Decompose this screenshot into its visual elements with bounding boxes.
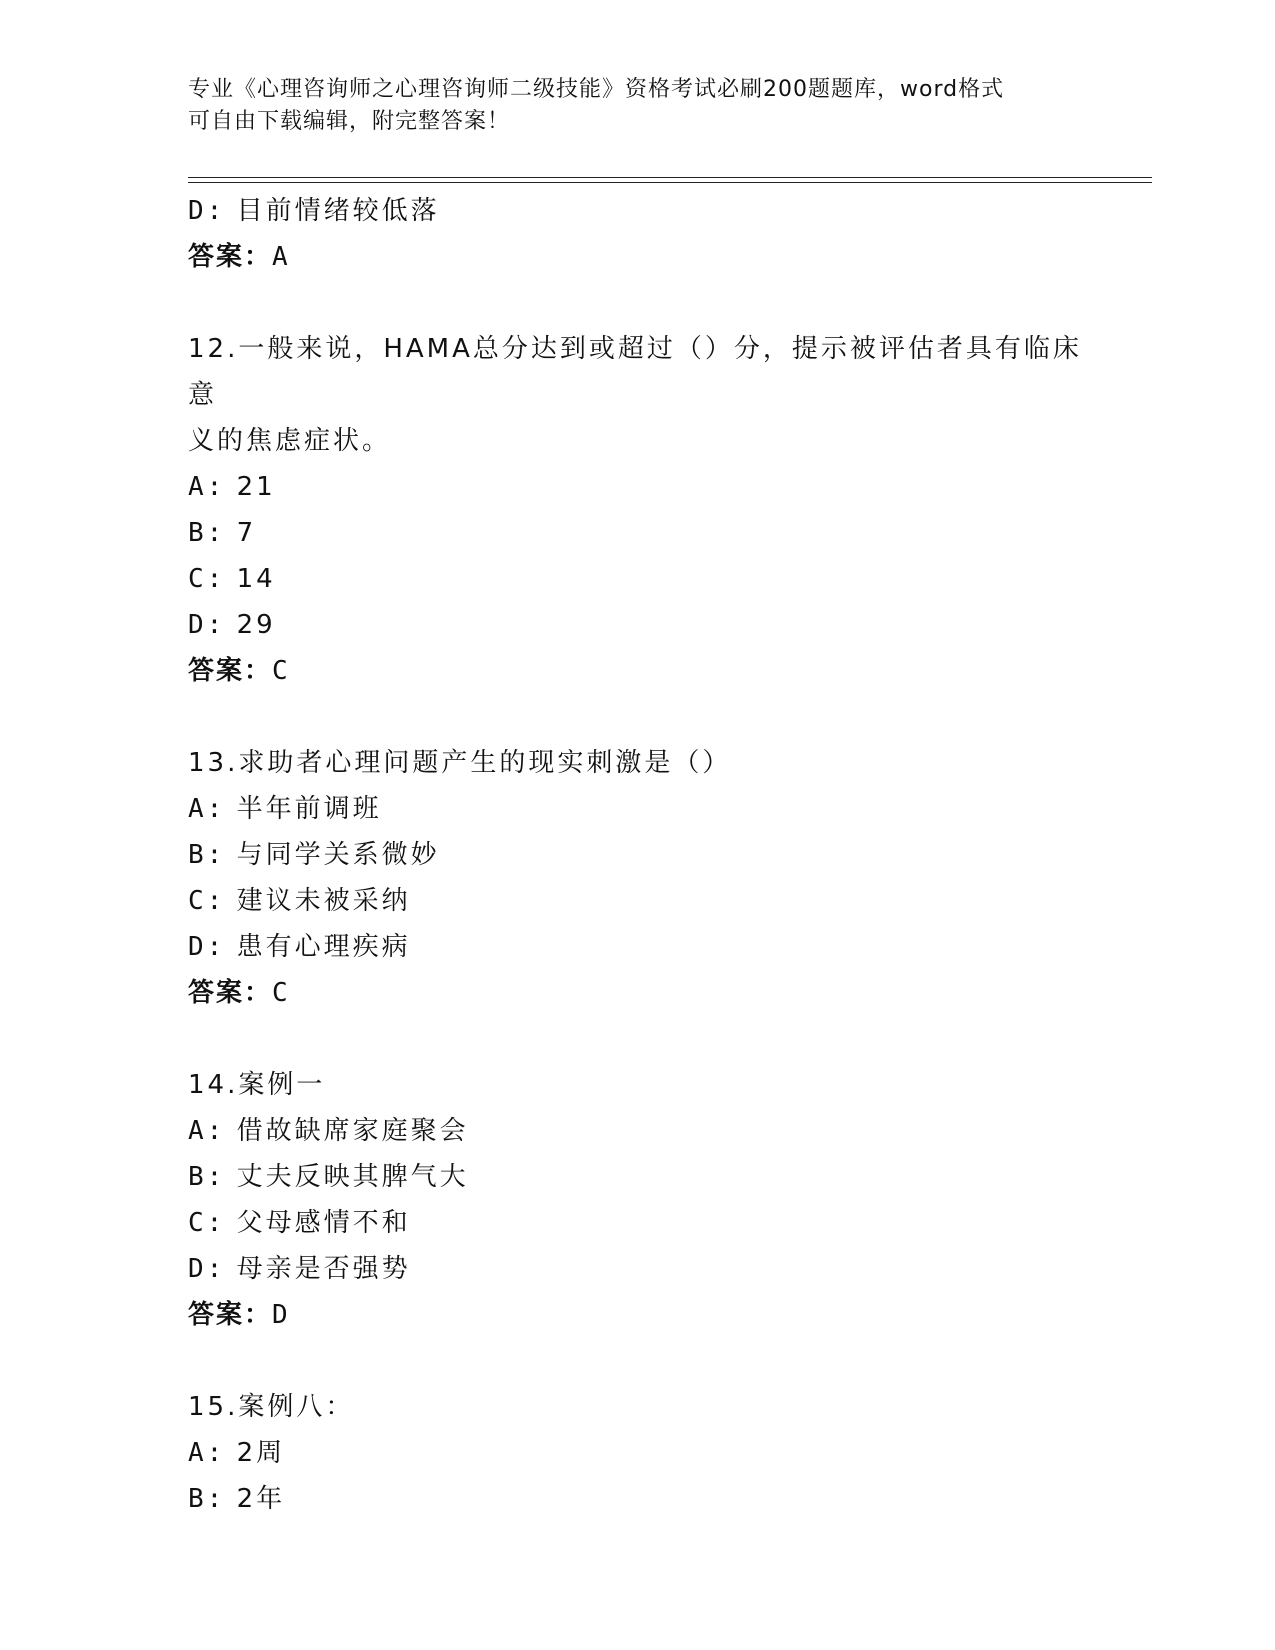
option-text: 患有心理疾病 (236, 932, 411, 962)
option-key: C: (188, 886, 226, 916)
answer-value: A (272, 242, 290, 272)
option-key: D: (188, 932, 226, 962)
option-key: A: (188, 472, 226, 502)
option-d (188, 924, 1088, 970)
option-key: D: (188, 610, 226, 640)
option-key: A: (188, 1116, 226, 1146)
option-b (188, 832, 1088, 878)
option-c (188, 556, 1088, 602)
option-c (188, 1200, 1088, 1246)
header-divider-bottom (188, 182, 1152, 183)
option-text: 建议未被采纳 (236, 886, 411, 916)
header-line-1: 专业《心理咨询师之心理咨询师二级技能》资格考试必刷200题题库，word格式 (188, 77, 1005, 102)
answer-value: C (272, 656, 290, 686)
option-text: 借故缺席家庭聚会 (236, 1116, 469, 1146)
option-text: 14 (236, 564, 276, 594)
answer-value: C (272, 978, 290, 1008)
question-title-line: 义的焦虑症状。 (188, 426, 392, 456)
question-title (188, 326, 1088, 464)
document-header (188, 74, 1068, 138)
option-key: D: (188, 196, 226, 226)
question-title: 15.案例八： (188, 1392, 355, 1422)
answer-line (188, 1292, 1088, 1338)
option-text: 21 (236, 472, 276, 502)
question-title: 14.案例一 (188, 1070, 326, 1100)
option-text: 半年前调班 (236, 794, 382, 824)
option-text: 父母感情不和 (236, 1208, 411, 1238)
header-divider-top (188, 177, 1152, 178)
option-key: B: (188, 1484, 226, 1514)
answer-line (188, 970, 1088, 1016)
option-d (188, 602, 1088, 648)
option-text: 2年 (236, 1484, 286, 1514)
option-key: C: (188, 564, 226, 594)
option-a (188, 464, 1088, 510)
question-14 (188, 1062, 1088, 1338)
question-title-line: 12.一般来说，HAMA总分达到或超过（）分，提示被评估者具有临床意 (188, 334, 1082, 410)
option-a (188, 1108, 1088, 1154)
option-a (188, 1430, 1088, 1476)
question-12 (188, 326, 1088, 694)
option-text: 母亲是否强势 (236, 1254, 411, 1284)
option-c (188, 878, 1088, 924)
question-list (188, 188, 1088, 1522)
option-key: B: (188, 518, 226, 548)
question-title: 13.求助者心理问题产生的现实刺激是（） (188, 748, 732, 778)
option-text: 丈夫反映其脾气大 (236, 1162, 469, 1192)
option-text: 2周 (236, 1438, 286, 1468)
answer-line (188, 234, 1088, 280)
answer-label: 答案： (188, 978, 273, 1008)
option-a (188, 786, 1088, 832)
option-text: 29 (236, 610, 276, 640)
option-b (188, 1476, 1088, 1522)
header-line-2: 可自由下载编辑，附完整答案！ (188, 109, 511, 134)
option-text: 与同学关系微妙 (236, 840, 440, 870)
option-key: C: (188, 1208, 226, 1238)
answer-label: 答案： (188, 1300, 273, 1330)
question-13 (188, 740, 1088, 1016)
option-key: B: (188, 1162, 226, 1192)
answer-label: 答案： (188, 242, 273, 272)
answer-value: D (272, 1300, 290, 1330)
answer-line (188, 648, 1088, 694)
question-15 (188, 1384, 1088, 1522)
option-b (188, 510, 1088, 556)
option-d (188, 188, 1088, 234)
option-key: D: (188, 1254, 226, 1284)
option-d (188, 1246, 1088, 1292)
option-key: A: (188, 794, 226, 824)
option-text: 目前情绪较低落 (236, 196, 440, 226)
option-key: A: (188, 1438, 226, 1468)
option-b (188, 1154, 1088, 1200)
option-key: B: (188, 840, 226, 870)
answer-label: 答案： (188, 656, 273, 686)
option-text: 7 (236, 518, 257, 548)
